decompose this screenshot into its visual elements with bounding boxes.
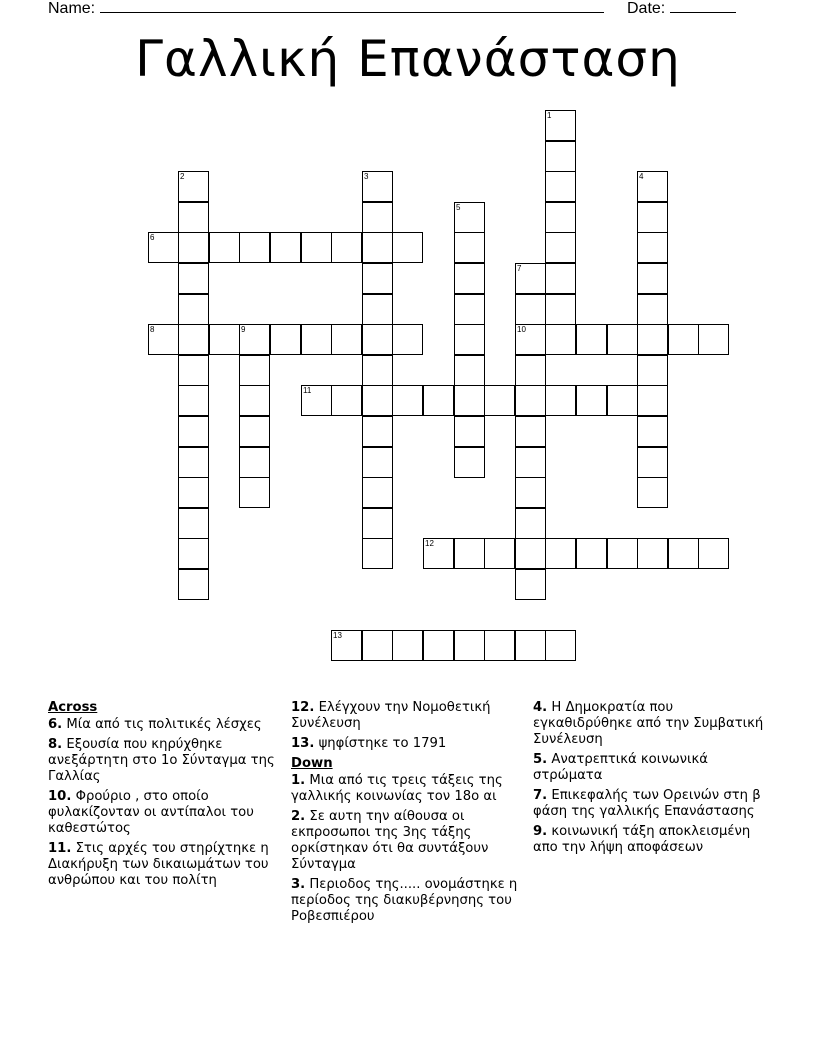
grid-cell[interactable]	[637, 294, 668, 325]
grid-cell[interactable]	[637, 477, 668, 508]
grid-cell[interactable]	[331, 630, 362, 661]
name-label: Name:	[48, 0, 96, 17]
grid-cell[interactable]	[637, 355, 668, 386]
grid-cell[interactable]	[423, 385, 454, 416]
grid-cell[interactable]	[209, 232, 240, 263]
grid-cell[interactable]	[178, 324, 209, 355]
across-heading: Across	[48, 700, 98, 715]
cell-number: 10	[517, 325, 526, 334]
cell-number: 13	[333, 631, 342, 640]
grid-cell[interactable]	[698, 538, 729, 569]
grid-cell[interactable]	[637, 324, 668, 355]
grid-cell[interactable]	[637, 202, 668, 233]
grid-cell[interactable]	[515, 385, 546, 416]
grid-cell[interactable]	[362, 508, 393, 539]
grid-cell[interactable]	[545, 202, 576, 233]
grid-cell[interactable]	[515, 294, 546, 325]
grid-cell[interactable]	[668, 324, 699, 355]
grid-cell[interactable]	[148, 324, 179, 355]
clue-down-2: 2. Σε αυτη την αίθουσα οι εκπροσωποι της 3ης τάξης ορκίστηκαν ότι θα συντάξουν Σύνταγμα	[291, 809, 489, 872]
grid-cell[interactable]	[178, 477, 209, 508]
clue-across-13: 13. ψηφίστηκε το 1791	[291, 736, 447, 751]
grid-cell[interactable]	[545, 324, 576, 355]
grid-cell[interactable]	[239, 232, 270, 263]
clue-down-4: 4. Η Δημοκρατία που εγκαθιδρύθηκε από την Συμβατική Συνέλευση	[533, 700, 764, 747]
clue-across-11: 11. Στις αρχές του στηρίχτηκε η Διακήρυξη των δικαιωμάτων του ανθρώπου και του πολίτη	[48, 841, 269, 888]
grid-cell[interactable]	[362, 324, 393, 355]
grid-cell[interactable]	[545, 294, 576, 325]
cell-number: 3	[364, 172, 369, 181]
grid-cell[interactable]	[545, 171, 576, 202]
clue-down-1: 1. Μια από τις τρεις τάξεις της γαλλικής κοινωνίας τον 18ο αι	[291, 773, 503, 804]
grid-cell[interactable]	[178, 538, 209, 569]
grid-cell[interactable]	[148, 232, 179, 263]
clue-across-8: 8. Εξουσία που κηρύχθηκε ανεξάρτητη στο 1ο Σύνταγμα της Γαλλίας	[48, 737, 275, 784]
clue-down-3: 3. Περιοδος της..... ονομάστηκε η περίοδος της διακυβέρνησης του Ροβεσπιέρου	[291, 877, 518, 924]
cell-number: 12	[425, 539, 434, 548]
grid-cell[interactable]	[454, 538, 485, 569]
grid-cell[interactable]	[270, 232, 301, 263]
grid-cell[interactable]	[545, 263, 576, 294]
grid-cell[interactable]	[392, 324, 423, 355]
grid-cell[interactable]	[668, 538, 699, 569]
cell-number: 1	[547, 111, 552, 120]
grid-cell[interactable]	[637, 263, 668, 294]
grid-cell[interactable]	[331, 324, 362, 355]
grid-cell[interactable]	[362, 232, 393, 263]
cell-number: 6	[150, 233, 155, 242]
clue-down-5: 5. Ανατρεπτικά κοινωνικά στρώματα	[533, 752, 708, 783]
grid-cell[interactable]	[362, 477, 393, 508]
grid-cell[interactable]	[607, 538, 638, 569]
grid-cell[interactable]	[362, 416, 393, 447]
grid-cell[interactable]	[178, 416, 209, 447]
grid-cell[interactable]	[178, 171, 209, 202]
grid-cell[interactable]	[178, 232, 209, 263]
grid-cell[interactable]	[576, 385, 607, 416]
cell-number: 4	[639, 172, 644, 181]
grid-cell[interactable]	[576, 538, 607, 569]
grid-cell[interactable]	[178, 569, 209, 600]
grid-cell[interactable]	[454, 355, 485, 386]
clue-across-10: 10. Φρούριο , στο οποίο φυλακίζονταν οι αντίπαλοι του καθεστώτος	[48, 789, 254, 836]
grid-cell[interactable]	[178, 263, 209, 294]
grid-cell[interactable]	[515, 508, 546, 539]
clue-across-6: 6. Μία από τις πολιτικές λέσχες	[48, 717, 262, 732]
clue-down-9: 9. κοινωνική τάξη αποκλεισμένη απο την λήψη αποφάσεων	[533, 824, 751, 855]
grid-cell[interactable]	[239, 355, 270, 386]
grid-cell[interactable]	[392, 232, 423, 263]
grid-cell[interactable]	[270, 324, 301, 355]
date-label: Date:	[627, 0, 666, 17]
grid-cell[interactable]	[362, 385, 393, 416]
grid-cell[interactable]	[178, 447, 209, 478]
cell-number: 11	[303, 386, 312, 395]
grid-cell[interactable]	[637, 171, 668, 202]
grid-cell[interactable]	[484, 630, 515, 661]
grid-cell[interactable]	[545, 141, 576, 172]
grid-cell[interactable]	[301, 324, 332, 355]
grid-cell[interactable]	[362, 355, 393, 386]
grid-cell[interactable]	[362, 294, 393, 325]
grid-cell[interactable]	[178, 294, 209, 325]
grid-cell[interactable]	[515, 355, 546, 386]
grid-cell[interactable]	[454, 324, 485, 355]
grid-cell[interactable]	[515, 630, 546, 661]
grid-cell[interactable]	[423, 630, 454, 661]
grid-cell[interactable]	[576, 324, 607, 355]
grid-cell[interactable]	[392, 630, 423, 661]
grid-cell[interactable]	[698, 324, 729, 355]
grid-cell[interactable]	[362, 447, 393, 478]
grid-cell[interactable]	[607, 385, 638, 416]
clues-column-2	[291, 700, 527, 929]
grid-cell[interactable]	[239, 416, 270, 447]
grid-cell[interactable]	[239, 324, 270, 355]
grid-cell[interactable]	[362, 202, 393, 233]
grid-cell[interactable]	[515, 324, 546, 355]
clues-column-3	[533, 700, 765, 860]
grid-cell[interactable]	[362, 263, 393, 294]
grid-cell[interactable]	[301, 385, 332, 416]
grid-cell[interactable]	[545, 630, 576, 661]
grid-cell[interactable]	[178, 202, 209, 233]
grid-cell[interactable]	[637, 538, 668, 569]
cell-number: 9	[241, 325, 246, 334]
grid-cell[interactable]	[362, 630, 393, 661]
grid-cell[interactable]	[545, 385, 576, 416]
cell-number: 7	[517, 264, 522, 273]
grid-cell[interactable]	[484, 385, 515, 416]
grid-cell[interactable]	[545, 110, 576, 141]
grid-cell[interactable]	[515, 569, 546, 600]
clue-across-12: 12. Ελέγχουν την Νομοθετική Συνέλευση	[291, 700, 491, 731]
grid-cell[interactable]	[515, 263, 546, 294]
grid-cell[interactable]	[637, 416, 668, 447]
grid-cell[interactable]	[454, 416, 485, 447]
down-heading: Down	[291, 756, 333, 771]
cell-number: 5	[456, 203, 461, 212]
grid-cell[interactable]	[454, 630, 485, 661]
grid-cell[interactable]	[239, 447, 270, 478]
grid-cell[interactable]	[239, 385, 270, 416]
grid-cell[interactable]	[362, 171, 393, 202]
grid-cell[interactable]	[607, 324, 638, 355]
grid-cell[interactable]	[454, 232, 485, 263]
grid-cell[interactable]	[331, 385, 362, 416]
grid-cell[interactable]	[454, 263, 485, 294]
grid-cell[interactable]	[637, 385, 668, 416]
grid-cell[interactable]	[392, 385, 423, 416]
grid-cell[interactable]	[362, 538, 393, 569]
grid-cell[interactable]	[637, 232, 668, 263]
clues-column-1	[48, 700, 280, 893]
cell-number: 2	[180, 172, 185, 181]
grid-cell[interactable]	[515, 416, 546, 447]
grid-cell[interactable]	[239, 477, 270, 508]
grid-cell[interactable]	[178, 385, 209, 416]
grid-cell[interactable]	[454, 202, 485, 233]
grid-cell[interactable]	[331, 232, 362, 263]
grid-cell[interactable]	[454, 447, 485, 478]
grid-cell[interactable]	[454, 385, 485, 416]
grid-cell[interactable]	[515, 538, 546, 569]
cell-number: 8	[150, 325, 155, 334]
clue-down-7: 7. Επικεφαλής των Ορεινών στη β φάση της γαλλικής Επανάστασης	[533, 788, 761, 819]
puzzle-title: Γαλλική Επανάσταση	[135, 30, 681, 88]
grid-cell[interactable]	[515, 447, 546, 478]
grid-cell[interactable]	[637, 447, 668, 478]
grid-cell[interactable]	[545, 538, 576, 569]
grid-cell[interactable]	[178, 355, 209, 386]
grid-cell[interactable]	[178, 508, 209, 539]
grid-cell[interactable]	[545, 232, 576, 263]
grid-cell[interactable]	[209, 324, 240, 355]
grid-cell[interactable]	[454, 294, 485, 325]
grid-cell[interactable]	[301, 232, 332, 263]
grid-cell[interactable]	[423, 538, 454, 569]
grid-cell[interactable]	[484, 538, 515, 569]
grid-cell[interactable]	[515, 477, 546, 508]
